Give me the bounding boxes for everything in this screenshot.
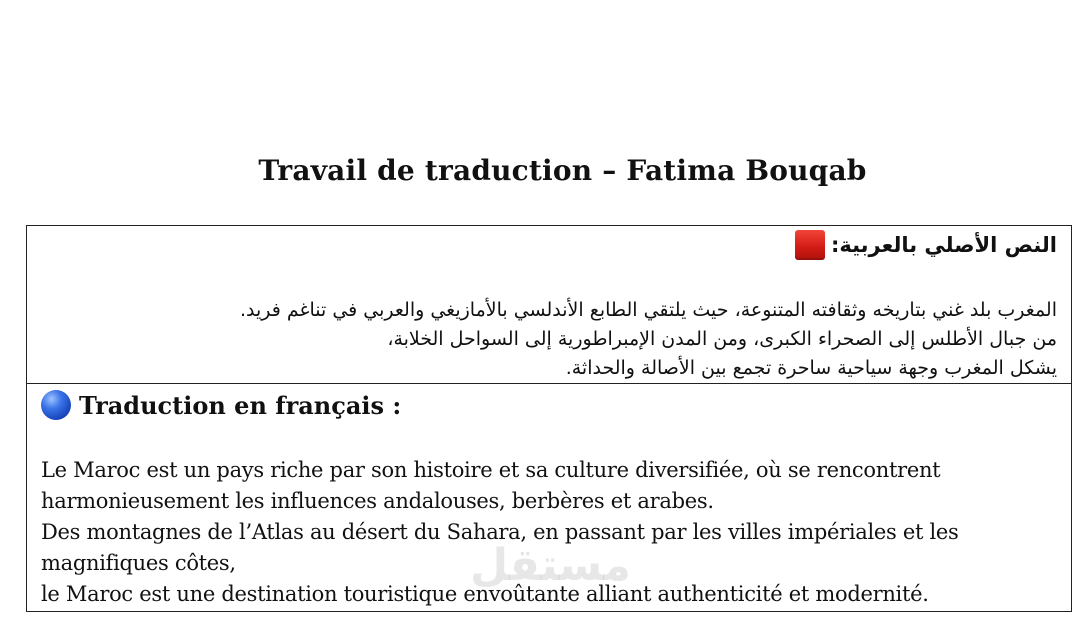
french-line: harmonieusement les influences andalouses, berbères et arabes. [41,489,714,513]
french-heading [41,390,401,420]
arabic-line: يشكل المغرب وجهة سياحية ساحرة تجمع بين الأصالة والحداثة. [565,357,1057,379]
french-line: Des montagnes de l’Atlas au désert du Sahara, en passant par les villes impériales et les [41,520,959,544]
section-divider [27,383,1071,384]
french-text [41,455,1061,610]
arabic-heading-label: النص الأصلي بالعربية: [830,233,1057,257]
red-square-icon [795,230,825,260]
document-title: Travail de traduction – Fatima Bouqab [258,154,867,187]
arabic-heading [795,230,1057,260]
french-line: magnifiques côtes, [41,551,236,575]
translation-table [26,225,1072,612]
watermark-logo: مستقل [470,540,631,591]
blue-circle-icon [41,390,71,420]
arabic-line: المغرب بلد غني بتاريخه وثقافته المتنوعة، حيث يلتقي الطابع الأندلسي بالأمازيغي والعربي في تناغم فريد. [239,299,1057,321]
arabic-text [57,296,1057,383]
french-line: le Maroc est une destination touristique envoûtante alliant authenticité et modernité. [41,582,929,606]
french-line: Le Maroc est un pays riche par son histoire et sa culture diversifiée, où se rencontrent [41,458,941,482]
arabic-section [27,226,1071,383]
french-heading-label: Traduction en français : [79,390,402,420]
french-section [27,385,1071,611]
arabic-line: من جبال الأطلس إلى الصحراء الكبرى، ومن المدن الإمبراطورية إلى السواحل الخلابة، [387,328,1057,350]
